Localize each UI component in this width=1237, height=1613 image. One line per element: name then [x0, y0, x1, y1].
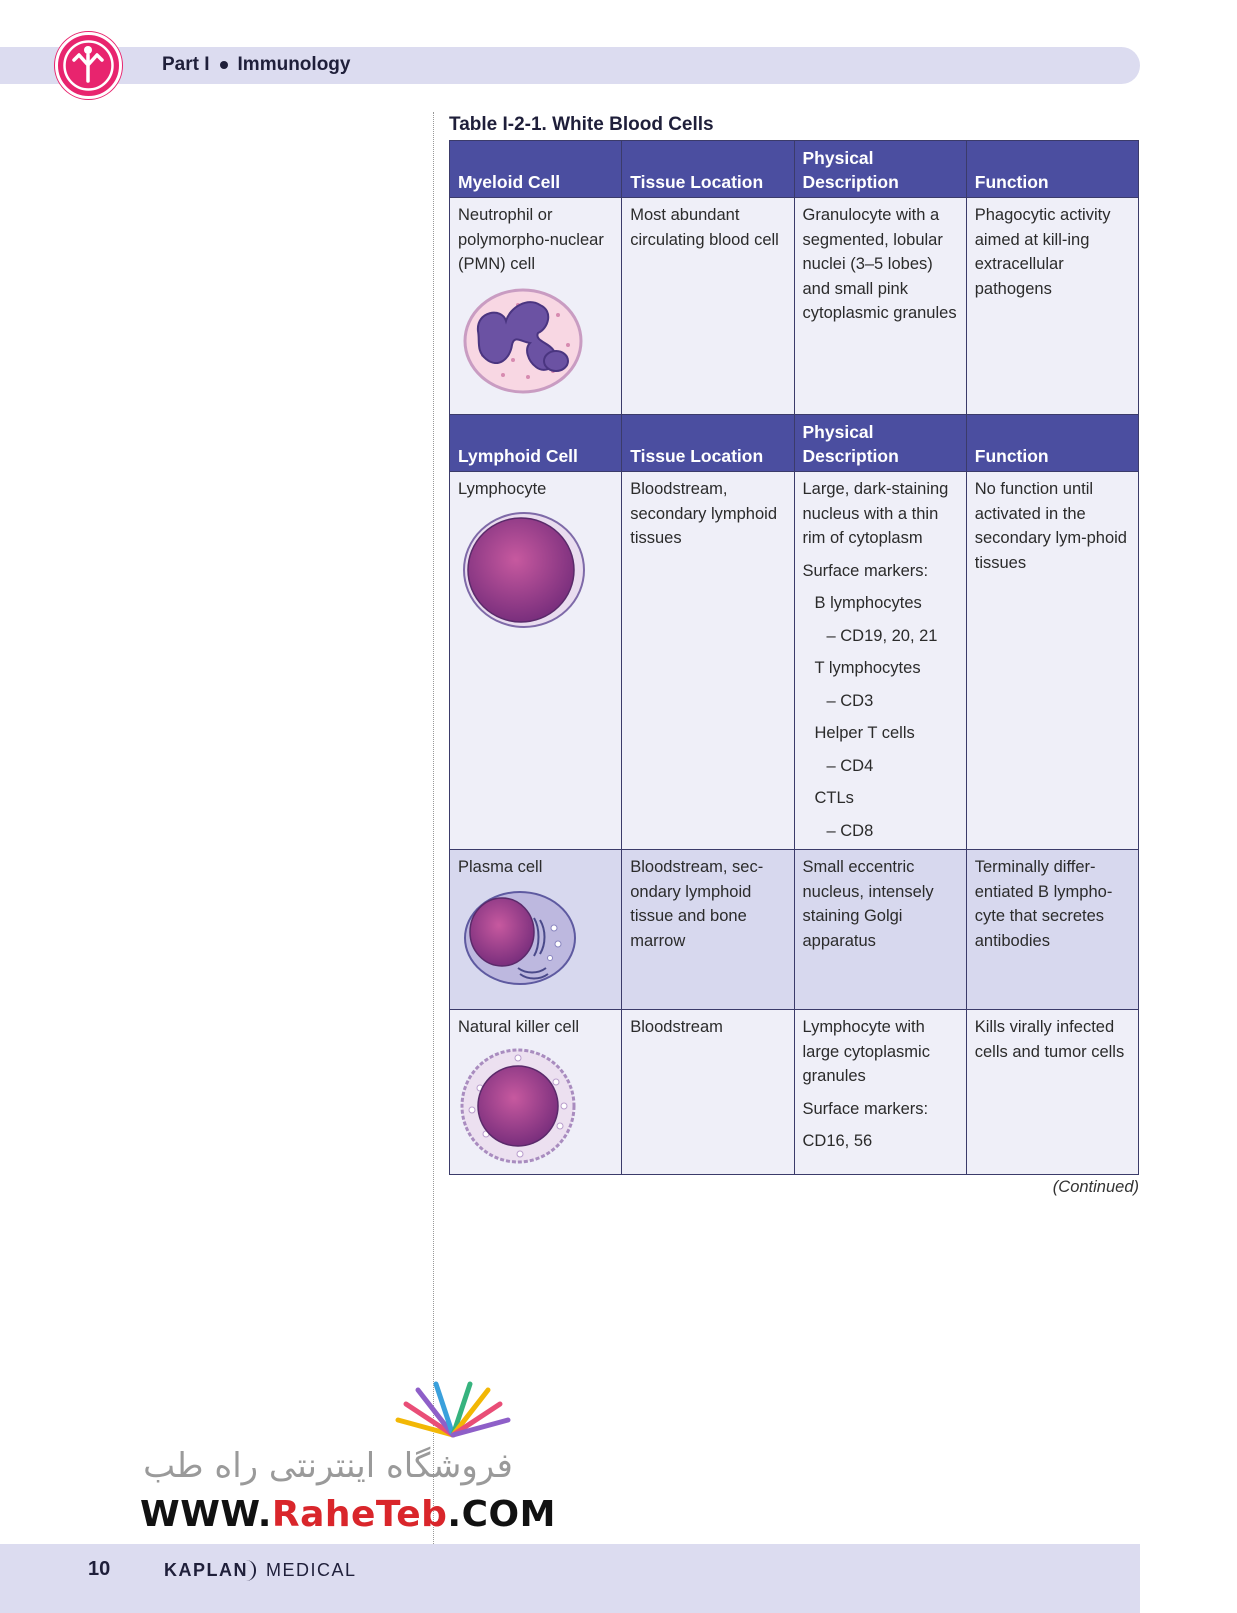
ctls-markers: – CD8	[826, 821, 874, 840]
watermark-url	[140, 1494, 556, 1535]
nk-cell-markers-label: Surface markers:	[802, 1099, 929, 1118]
header-physical-description: Physical Description	[794, 415, 966, 472]
publisher-logo	[164, 1560, 357, 1581]
b-lymphocytes-markers: – CD19, 20, 21	[826, 626, 938, 645]
lymphocyte-illustration-icon	[458, 510, 588, 632]
continued-note: (Continued)	[1052, 1178, 1139, 1196]
nk-cell-description-cell	[794, 1010, 966, 1175]
plasma-cell-illustration-icon	[458, 888, 588, 988]
lymphocyte-function: No function until activated in the secondary lym-phoid tissues	[966, 472, 1138, 850]
nk-cell-markers: CD16, 56	[802, 1132, 873, 1150]
lymphocyte-location: Bloodstream, secondary lymphoid tissues	[622, 472, 794, 850]
ctls-label: CTLs	[814, 789, 854, 807]
myeloid-header-row	[450, 141, 1139, 198]
watermark-persian-text: فروشگاه اینترنتی راه طب	[143, 1446, 513, 1486]
lymphoid-header-row	[450, 415, 1139, 472]
plasma-cell-function: Terminally differ-entiated B lympho-cyte that secretes antibodies	[966, 850, 1138, 1010]
header-tissue-location: Tissue Location	[622, 141, 794, 198]
cell-plasma	[450, 850, 622, 1010]
lymphocyte-description: Large, dark-staining nucleus with a thin rim of cytoplasm	[802, 480, 949, 547]
page-number: 10	[88, 1558, 111, 1580]
cell-neutrophil	[450, 198, 622, 415]
neutrophil-illustration-icon	[458, 285, 588, 397]
immunology-logo-icon	[55, 32, 122, 99]
publisher-medical: MEDICAL	[266, 1560, 357, 1580]
header-function: Function	[966, 415, 1138, 472]
neutrophil-description: Granulocyte with a segmented, lobular nuclei (3–5 lobes) and small pink cytoplasmic granules	[794, 198, 966, 415]
margin-divider	[433, 112, 434, 1552]
publisher-kaplan: KAPLAN	[164, 1560, 256, 1581]
nk-cell-name: Natural killer cell	[458, 1018, 580, 1036]
b-lymphocytes-label: B lymphocytes	[814, 594, 922, 612]
t-lymphocytes-markers: – CD3	[826, 691, 874, 710]
watermark-url-brand: RaheTeb	[271, 1494, 448, 1535]
header-myeloid-cell: Myeloid Cell	[450, 141, 622, 198]
neutrophil-name: Neutrophil or polymorpho-nuclear (PMN) cell	[458, 206, 604, 273]
t-lymphocytes-label: T lymphocytes	[814, 659, 921, 677]
helper-t-cells-label: Helper T cells	[814, 724, 915, 742]
header-section: Immunology	[237, 54, 351, 75]
lymphocyte-description-cell	[794, 472, 966, 850]
running-header	[162, 54, 350, 76]
table-row-nk-cell	[450, 1010, 1139, 1175]
table-row-lymphocyte	[450, 472, 1139, 850]
nk-cell-illustration-icon	[458, 1048, 588, 1166]
header-tissue-location: Tissue Location	[622, 415, 794, 472]
plasma-cell-location: Bloodstream, sec-ondary lymphoid tissue and bone marrow	[622, 850, 794, 1010]
neutrophil-function: Phagocytic activity aimed at kill-ing extracellular pathogens	[966, 198, 1138, 415]
lymphocyte-markers-label: Surface markers:	[802, 561, 929, 580]
watermark-url-suffix: .COM	[447, 1494, 556, 1535]
plasma-cell-description: Small eccentric nucleus, intensely staining Golgi apparatus	[794, 850, 966, 1010]
table-row-plasma-cell	[450, 850, 1139, 1010]
helper-t-cells-markers: – CD4	[826, 756, 874, 775]
lymphocyte-name: Lymphocyte	[458, 480, 547, 498]
header-lymphoid-cell: Lymphoid Cell	[450, 415, 622, 472]
header-bullet-icon	[220, 61, 228, 69]
header-function: Function	[966, 141, 1138, 198]
cell-lymphocyte	[450, 472, 622, 850]
header-physical-description: Physical Description	[794, 141, 966, 198]
header-part: Part I	[162, 54, 210, 75]
table-row-neutrophil	[450, 198, 1139, 415]
rainbow-book-logo-icon	[388, 1380, 518, 1440]
watermark-url-prefix: WWW.	[140, 1494, 272, 1535]
nk-cell-description: Lymphocyte with large cytoplasmic granules	[802, 1018, 930, 1085]
white-blood-cells-table	[449, 140, 1139, 1175]
nk-cell-function: Kills virally infected cells and tumor cells	[966, 1010, 1138, 1175]
table-title: Table I-2-1. White Blood Cells	[449, 114, 714, 135]
nk-cell-location: Bloodstream	[622, 1010, 794, 1175]
plasma-cell-name: Plasma cell	[458, 858, 543, 876]
neutrophil-location: Most abundant circulating blood cell	[622, 198, 794, 415]
cell-nk	[450, 1010, 622, 1175]
